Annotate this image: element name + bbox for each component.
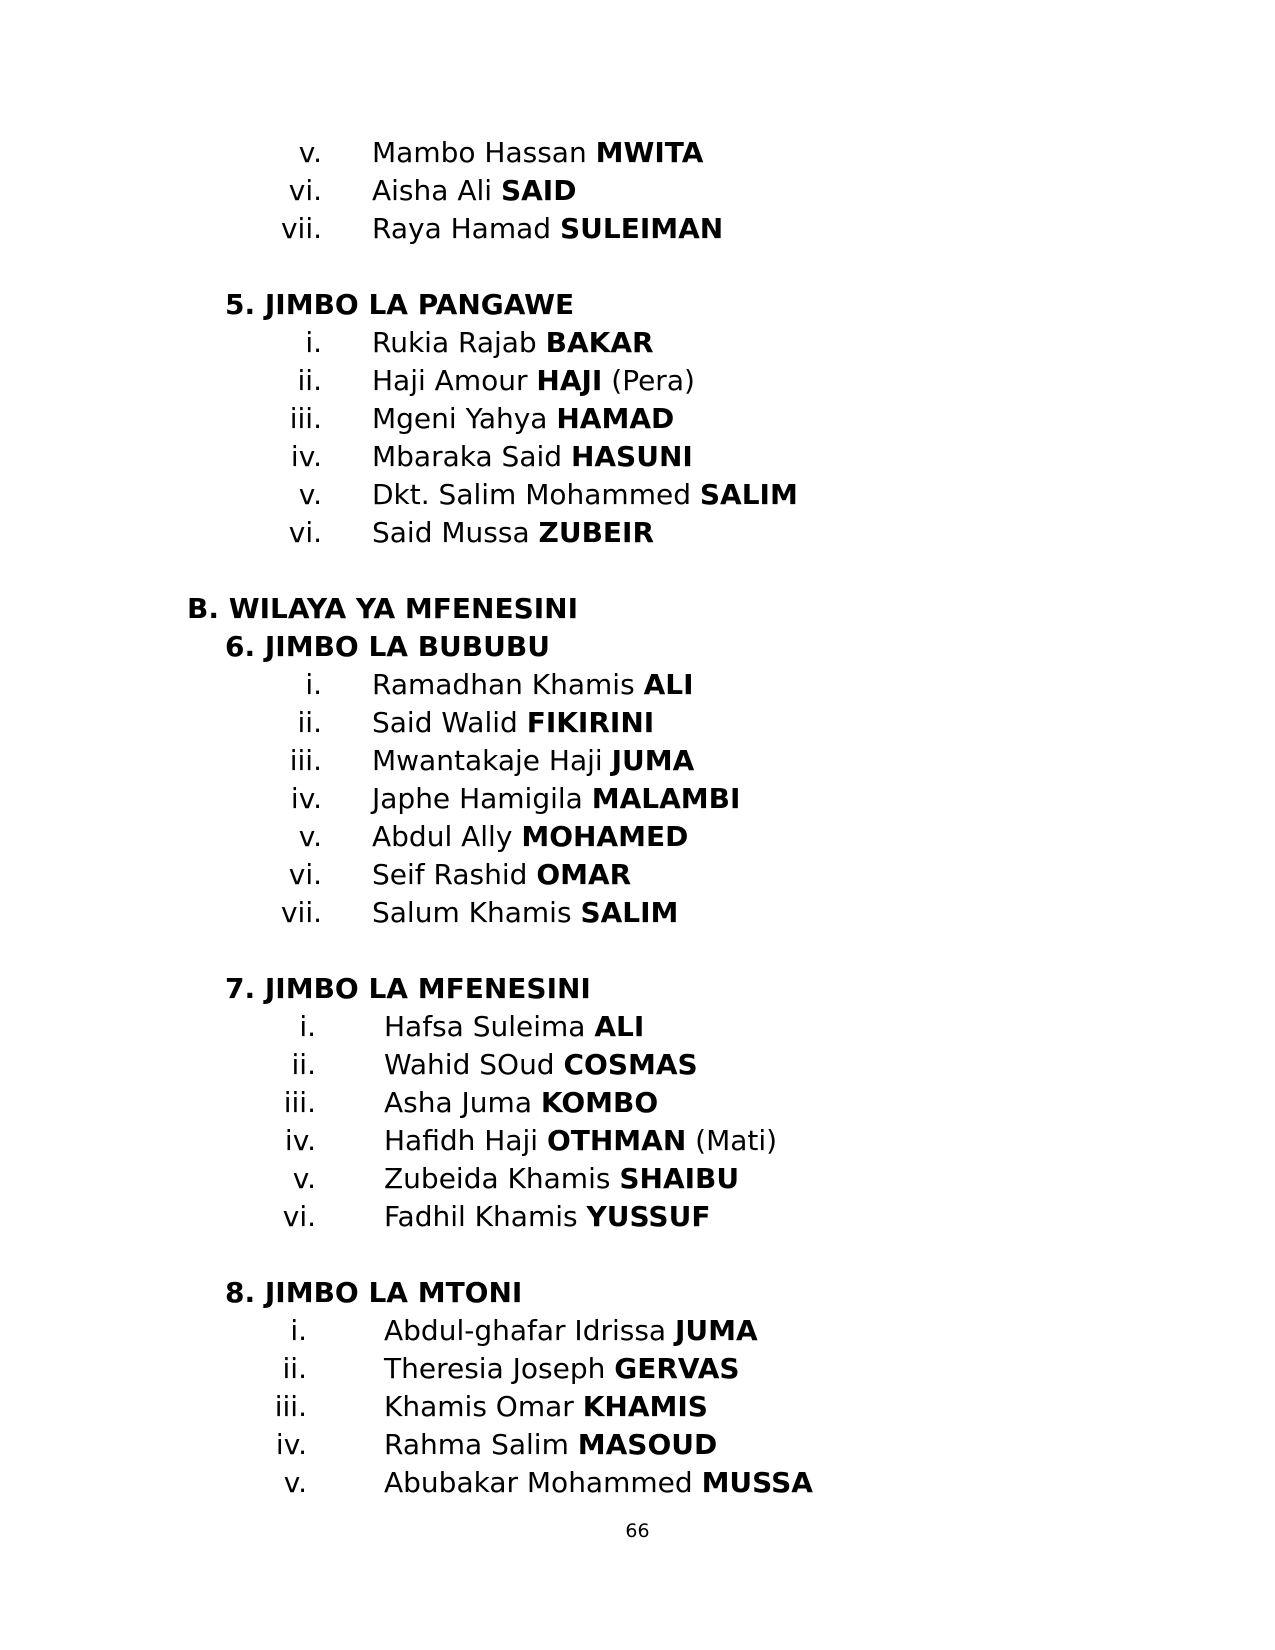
list-numeral: v.: [292, 1162, 316, 1195]
section-heading-row: [0, 628, 1275, 666]
section-heading: 7. JIMBO LA MFENESINI: [225, 972, 591, 1005]
list-item: [0, 894, 1275, 932]
spacer: [0, 1236, 1275, 1274]
given-names: Rukia Rajab: [372, 326, 537, 359]
given-names: Zubeida Khamis: [384, 1162, 611, 1195]
member-name: [372, 438, 693, 476]
member-name: [384, 1198, 710, 1236]
list-item: [0, 1464, 1275, 1502]
member-name: [372, 780, 740, 818]
list-item: [0, 1046, 1275, 1084]
surname: SHAIBU: [619, 1162, 740, 1195]
list-item: [0, 134, 1275, 172]
page-number: 66: [625, 1520, 650, 1542]
given-names: Mbaraka Said: [372, 440, 563, 473]
member-name: [372, 362, 695, 400]
surname: HAMAD: [556, 402, 675, 435]
surname: COSMAS: [563, 1048, 698, 1081]
member-name: [372, 818, 688, 856]
list-numeral: v.: [298, 478, 322, 511]
surname: MOHAMED: [521, 820, 689, 853]
section-heading-row: [0, 1274, 1275, 1312]
list-numeral: iv.: [275, 1428, 307, 1461]
member-name: [372, 324, 654, 362]
list-numeral: ii.: [297, 706, 322, 739]
given-names: Mwantakaje Haji: [372, 744, 603, 777]
surname: OTHMAN: [546, 1124, 687, 1157]
list-item: [0, 1388, 1275, 1426]
surname: MUSSA: [701, 1466, 813, 1499]
list-numeral: vii.: [280, 212, 322, 245]
list-item: [0, 1312, 1275, 1350]
member-name: [384, 1312, 758, 1350]
name-suffix: (Pera): [611, 364, 695, 397]
given-names: Abdul Ally: [372, 820, 513, 853]
given-names: Wahid SOud: [384, 1048, 555, 1081]
list-numeral: vi.: [282, 1200, 316, 1233]
list-item: [0, 514, 1275, 552]
list-item: [0, 666, 1275, 704]
given-names: Hafidh Haji: [384, 1124, 539, 1157]
list-numeral: v.: [298, 136, 322, 169]
list-numeral: ii.: [297, 364, 322, 397]
member-name: [384, 1046, 698, 1084]
given-names: Haji Amour: [372, 364, 528, 397]
member-name: [372, 894, 678, 932]
list-numeral: vii.: [280, 896, 322, 929]
surname: BAKAR: [545, 326, 654, 359]
member-name: [372, 172, 576, 210]
given-names: Mambo Hassan: [372, 136, 587, 169]
list-numeral: vi.: [288, 516, 322, 549]
list-item: [0, 1084, 1275, 1122]
given-names: Abubakar Mohammed: [384, 1466, 693, 1499]
surname: FIKIRINI: [526, 706, 655, 739]
surname: ALI: [594, 1010, 645, 1043]
list-numeral: iv.: [284, 1124, 316, 1157]
given-names: Salum Khamis: [372, 896, 572, 929]
list-item: [0, 1350, 1275, 1388]
surname: KOMBO: [540, 1086, 659, 1119]
surname: SULEIMAN: [559, 212, 724, 245]
member-name: [384, 1160, 739, 1198]
surname: MWITA: [595, 136, 704, 169]
surname: YUSSUF: [586, 1200, 711, 1233]
given-names: Abdul-ghafar Idrissa: [384, 1314, 667, 1347]
list-item: [0, 1160, 1275, 1198]
given-names: Said Mussa: [372, 516, 530, 549]
surname: OMAR: [536, 858, 632, 891]
section-heading: 8. JIMBO LA MTONI: [225, 1276, 523, 1309]
list-item: [0, 1198, 1275, 1236]
surname: ALI: [643, 668, 694, 701]
surname: SAID: [500, 174, 577, 207]
member-name: [372, 704, 654, 742]
member-name: [372, 514, 654, 552]
surname: KHAMIS: [582, 1390, 708, 1423]
member-name: [372, 476, 798, 514]
list-numeral: i.: [305, 668, 322, 701]
member-name: [372, 400, 674, 438]
given-names: Said Walid: [372, 706, 518, 739]
member-name: [384, 1388, 708, 1426]
section-heading: B. WILAYA YA MFENESINI: [187, 592, 579, 625]
given-names: Asha Juma: [384, 1086, 532, 1119]
section-heading: 6. JIMBO LA BUBUBU: [225, 630, 550, 663]
given-names: Mgeni Yahya: [372, 402, 548, 435]
list-numeral: i.: [305, 326, 322, 359]
member-name: [372, 210, 723, 248]
list-numeral: v.: [298, 820, 322, 853]
surname: GERVAS: [614, 1352, 740, 1385]
list-numeral: v.: [283, 1466, 307, 1499]
list-item: [0, 704, 1275, 742]
surname: MASOUD: [577, 1428, 718, 1461]
member-name: [384, 1350, 740, 1388]
member-name: [384, 1426, 717, 1464]
given-names: Raya Hamad: [372, 212, 552, 245]
list-numeral: i.: [290, 1314, 307, 1347]
given-names: Ramadhan Khamis: [372, 668, 635, 701]
section-heading-row: [0, 970, 1275, 1008]
spacer: [0, 552, 1275, 590]
given-names: Hafsa Suleima: [384, 1010, 586, 1043]
member-list: [0, 134, 1275, 1502]
given-names: Khamis Omar: [384, 1390, 574, 1423]
list-item: [0, 400, 1275, 438]
list-item: [0, 742, 1275, 780]
list-numeral: iv.: [290, 782, 322, 815]
surname: HAJI: [536, 364, 603, 397]
list-numeral: vi.: [288, 174, 322, 207]
surname: HASUNI: [570, 440, 693, 473]
given-names: Rahma Salim: [384, 1428, 569, 1461]
surname: SALIM: [580, 896, 679, 929]
given-names: Seif Rashid: [372, 858, 528, 891]
surname: JUMA: [611, 744, 695, 777]
list-numeral: iii.: [274, 1390, 307, 1423]
list-numeral: ii.: [282, 1352, 307, 1385]
list-numeral: i.: [299, 1010, 316, 1043]
list-item: [0, 324, 1275, 362]
section-heading-row: [0, 590, 1275, 628]
member-name: [372, 666, 694, 704]
list-item: [0, 856, 1275, 894]
list-item: [0, 210, 1275, 248]
section-heading: 5. JIMBO LA PANGAWE: [225, 288, 575, 321]
member-name: [372, 134, 703, 172]
list-item: [0, 476, 1275, 514]
given-names: Japhe Hamigila: [372, 782, 583, 815]
section-heading-row: [0, 286, 1275, 324]
list-numeral: iv.: [290, 440, 322, 473]
list-item: [0, 362, 1275, 400]
list-numeral: vi.: [288, 858, 322, 891]
member-name: [384, 1084, 658, 1122]
member-name: [384, 1008, 644, 1046]
list-numeral: iii.: [289, 744, 322, 777]
list-item: [0, 1122, 1275, 1160]
list-item: [0, 438, 1275, 476]
list-item: [0, 1008, 1275, 1046]
list-item: [0, 818, 1275, 856]
given-names: Dkt. Salim Mohammed: [372, 478, 691, 511]
member-name: [372, 742, 694, 780]
member-name: [372, 856, 631, 894]
spacer: [0, 932, 1275, 970]
surname: ZUBEIR: [538, 516, 655, 549]
name-suffix: (Mati): [695, 1124, 778, 1157]
list-item: [0, 780, 1275, 818]
list-item: [0, 1426, 1275, 1464]
spacer: [0, 248, 1275, 286]
surname: MALAMBI: [591, 782, 741, 815]
list-numeral: iii.: [283, 1086, 316, 1119]
list-numeral: ii.: [291, 1048, 316, 1081]
surname: SALIM: [699, 478, 798, 511]
list-numeral: iii.: [289, 402, 322, 435]
member-name: [384, 1464, 813, 1502]
given-names: Fadhil Khamis: [384, 1200, 578, 1233]
member-name: [384, 1122, 777, 1160]
given-names: Aisha Ali: [372, 174, 493, 207]
surname: JUMA: [675, 1314, 758, 1347]
list-item: [0, 172, 1275, 210]
given-names: Theresia Joseph: [384, 1352, 606, 1385]
